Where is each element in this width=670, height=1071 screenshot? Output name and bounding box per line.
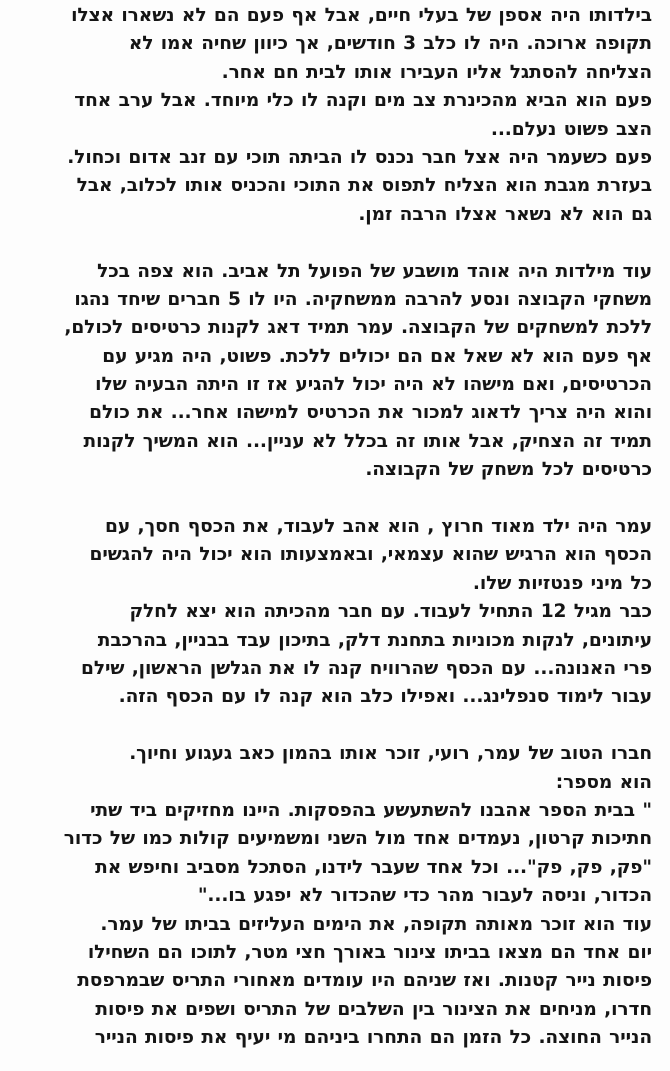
- paragraph-parrot: [8, 144, 652, 229]
- text-line: בילדותו היה אספן של בעלי חיים, אבל אף פעם הם לא נשארו אצלו: [71, 5, 652, 26]
- text-line: הכרטיסים, ואם מישהו לא היה יכול להגיע אז זו היתה הבעיה שלו: [95, 374, 652, 396]
- text-line: והוא היה צריך לדאוג למכור את הכרטיס למישהו אחר... את כולם: [89, 402, 652, 424]
- paragraph-gap: [8, 229, 652, 257]
- body-text: [8, 2, 652, 1052]
- text-line: פיסות נייר קטנות. ואז שניהם היו עומדים מאחורי התריס שבמרפסת: [77, 970, 652, 992]
- text-line: כל מיני פנטזיות שלו.: [472, 572, 652, 594]
- text-line: חדרו, מניחים את הצינור בין השלבים של התריס ושפים את פיסות: [95, 998, 652, 1020]
- text-line: עוד הוא זוכר מאותה תקופה, את הימים העליזים בביתו של עמר.: [100, 913, 652, 935]
- paragraph-hardworking: [8, 513, 652, 598]
- text-line: הצב פשוט נעלם...: [490, 118, 652, 140]
- text-line: " בבית הספר אהבנו להשתעשע בהפסקות. היינו מחזיקים ביד שתי: [90, 799, 652, 821]
- text-line: תקופה ארוכה. היה לו כלב 3 חודשים, אך כיוון שחיה אמו לא: [128, 33, 652, 55]
- text-line: פעם כשעמר היה אצל חבר נכנס לו הביתה תוכי עם זנב אדום וכחול.: [67, 146, 652, 168]
- text-line: כבר מגיל 12 התחיל לעבוד. עם חבר מהכיתה הוא יצא לחלק: [129, 601, 652, 623]
- text-line: משחקי הקבוצה ונסע להרבה ממשחקיה. היו לו 5 חברים שיחד נהגו: [74, 288, 652, 310]
- text-line: הנייר החוצה. כל הזמן הם התחרו ביניהם מי יעיף את פיסות הנייר: [94, 1027, 652, 1049]
- paragraph-collector: [8, 2, 652, 87]
- text-line: אף פעם הוא לא שאל אם הם יכולים ללכת. פשוט, היה מגיע עם: [102, 345, 652, 367]
- text-line: ללכת למשחקים של הקבוצה. עמר תמיד דאג לקנות כרטיסים לכולם,: [64, 317, 652, 339]
- paragraph-gap: [8, 712, 652, 740]
- text-line: עוד מילדות היה אוהד מושבע של הפועל תל אביב. הוא צפה בכל: [97, 260, 652, 282]
- text-line: בעזרת מגבת הוא הצליח לתפוס את התוכי והכניס אותו לכלוב, אבל: [76, 175, 652, 197]
- text-line: הצליחה להסתגל אליו העבירו אותו לבית חם אחר.: [221, 61, 652, 83]
- text-line: הוא מספר:: [555, 771, 652, 793]
- text-line: חתיכות קרטון, נעמדים אחד מול השני ומשמיעים קולות כמו של כדור: [63, 828, 652, 850]
- paragraph-football: [8, 258, 652, 485]
- text-line: עיתונים, לנקות מכוניות בתחנת דלק, בתיכון עבד בבניין, בהרכבת: [97, 629, 652, 651]
- paragraph-turtle: [8, 87, 652, 144]
- text-line: חברו הטוב של עמר, רועי, זוכר אותו בהמון כאב געגוע וחיוך.: [129, 743, 652, 765]
- text-line: הכדור, וניסה לעבור מהר כדי שהכדור לא יפגע בו...": [197, 885, 652, 907]
- paragraph-gap: [8, 485, 652, 513]
- text-line: "פק, פק, פק"... וכל אחד שעבר לידנו, הסתכל מסביב וחיפש את: [95, 856, 652, 878]
- paragraph-friend-memory: [8, 740, 652, 910]
- text-line: עמר היה ילד מאוד חרוץ , הוא אהב לעבוד, את הכסף חסך, עם: [105, 516, 652, 538]
- text-line: פעם הוא הביא מהכינרת צב מים וקנה לו כלי מיוחד. אבל ערב אחד: [74, 90, 652, 112]
- paragraph-pipe-game: [8, 911, 652, 1053]
- text-line: תמיד זה הצחיק, אבל אותו זה בכלל לא עניין... הוא המשיך לקנות: [83, 430, 652, 452]
- text-line: הכסף הוא הרגיש שהוא עצמאי, ובאמצעותו הוא יכול היה להגשים: [89, 544, 652, 566]
- text-line: עבור לימוד סנפלינג... ואפילו כלב הוא קנה לו עם הכסף הזה.: [118, 686, 652, 708]
- text-line: גם הוא לא נשאר אצלו הרבה זמן.: [358, 203, 652, 225]
- text-line: פרי האנונה... עם הכסף שהרוויח קנה לו את הגלשן הראשון, שילם: [80, 657, 652, 679]
- text-line: כרטיסים לכל משחק של הקבוצה.: [365, 459, 652, 481]
- text-line: יום אחד הם מצאו בביתו צינור באורך חצי מטר, לתוכו הם השחילו: [87, 941, 652, 963]
- paragraph-work: [8, 598, 652, 712]
